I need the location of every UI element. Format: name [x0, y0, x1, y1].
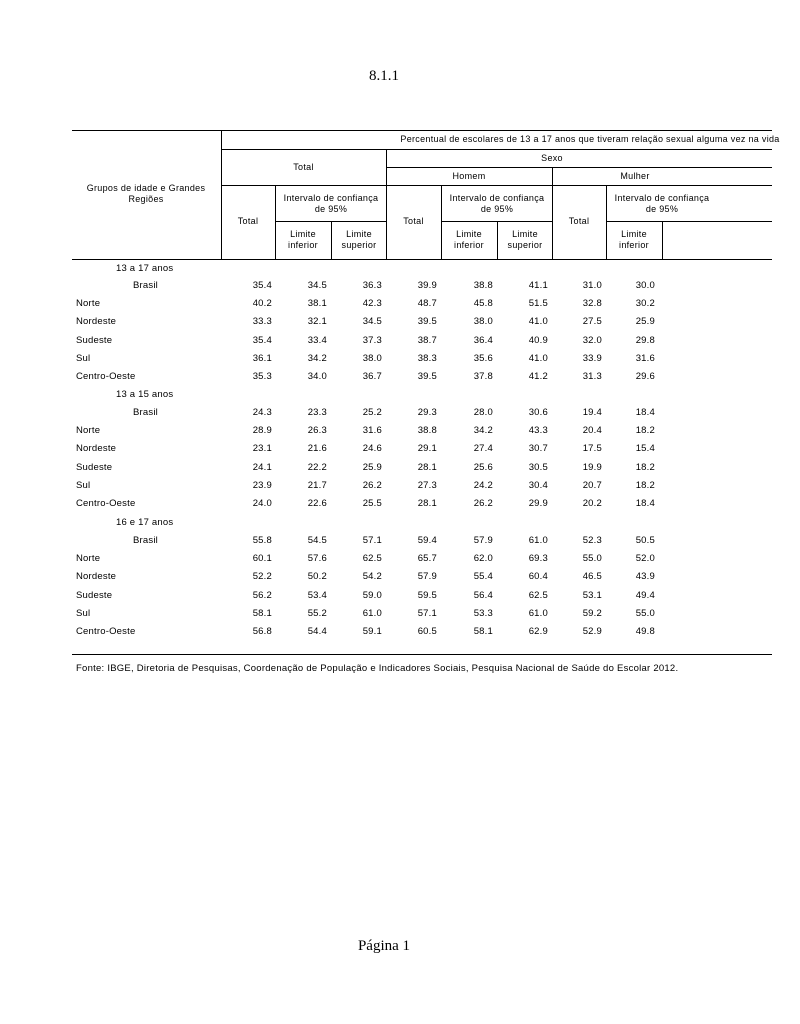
vrule-mulher-ic — [606, 185, 607, 260]
row-label: Brasil — [133, 407, 158, 418]
total-group-header: Total — [293, 162, 314, 172]
row-label: Sudeste — [76, 589, 113, 601]
source-note: Fonte: IBGE, Diretoria de Pesquisas, Coordenação de População e Indicadores Sociais, Pesquisa Nacional de Saúde do Escolar 2012. — [76, 663, 679, 674]
table-cell: 34.2 — [473, 425, 493, 437]
table-cell: 29.3 — [417, 407, 437, 418]
row-label: Norte — [76, 553, 101, 565]
table-cell: 41.2 — [528, 371, 548, 382]
row-label: Nordeste — [76, 316, 117, 328]
table-cell: 34.2 — [307, 352, 327, 364]
row-label: Centro-Oeste — [76, 626, 136, 637]
table-cell: 52.3 — [582, 535, 602, 546]
row-label: Centro-Oeste — [76, 498, 136, 509]
table-cell: 45.8 — [473, 298, 493, 310]
table-cell: 35.4 — [252, 334, 272, 346]
table-cell: 38.3 — [417, 352, 437, 364]
table-cell: 49.4 — [635, 589, 655, 601]
table-cell: 62.0 — [473, 553, 493, 565]
table-cell: 34.5 — [307, 280, 327, 291]
table-cell: 55.2 — [307, 607, 327, 619]
table-cell: 52.9 — [582, 626, 602, 637]
table-cell: 36.3 — [362, 280, 382, 291]
table-cell: 40.2 — [252, 298, 272, 310]
table-cell: 23.9 — [252, 479, 272, 491]
table-cell: 33.3 — [252, 316, 272, 328]
table-cell: 35.3 — [252, 371, 272, 382]
table-cell: 33.4 — [307, 334, 327, 346]
table-cell: 37.8 — [473, 371, 493, 382]
table-cell: 24.0 — [252, 498, 272, 509]
table-cell: 25.6 — [473, 461, 493, 473]
row-label: Norte — [76, 425, 101, 437]
table-cell: 51.5 — [528, 298, 548, 310]
row-label: Sudeste — [76, 461, 113, 473]
mulher-total-col-header: Total — [568, 216, 590, 226]
table-cell: 54.5 — [307, 535, 327, 546]
table-cell: 30.4 — [528, 479, 548, 491]
table-cell: 36.4 — [473, 334, 493, 346]
rule-header-bottom — [72, 259, 772, 260]
table-cell: 55.0 — [635, 607, 655, 619]
ic-header-total: Intervalo de confiança de 95% — [283, 193, 379, 214]
table-cell: 59.0 — [362, 589, 382, 601]
table-cell: 30.5 — [528, 461, 548, 473]
table-cell: 32.8 — [582, 298, 602, 310]
table-cell: 30.0 — [635, 280, 655, 291]
vrule-total-lim — [331, 221, 332, 260]
table-cell: 21.7 — [307, 479, 327, 491]
table-cell: 59.2 — [582, 607, 602, 619]
table-cell: 50.2 — [307, 571, 327, 583]
table-cell: 32.0 — [582, 334, 602, 346]
table-cell: 39.5 — [417, 371, 437, 382]
table-cell: 25.5 — [362, 498, 382, 509]
table-cell: 41.1 — [528, 280, 548, 291]
homem-total-col-header: Total — [403, 216, 424, 226]
lim-inf-mulher: Limite inferior — [619, 229, 649, 250]
table-cell: 53.4 — [307, 589, 327, 601]
table-cell: 57.1 — [362, 535, 382, 546]
group-heading: 16 e 17 anos — [116, 517, 174, 528]
vrule-sexo — [386, 149, 387, 260]
vrule-total-ic — [275, 185, 276, 260]
rule-top — [72, 130, 772, 131]
table-cell: 38.8 — [417, 425, 437, 437]
table-cell: 28.0 — [473, 407, 493, 418]
table-cell: 18.2 — [635, 461, 655, 473]
table-cell: 61.0 — [528, 535, 548, 546]
table-cell: 22.6 — [307, 498, 327, 509]
table-cell: 36.1 — [252, 352, 272, 364]
table-cell: 36.7 — [362, 371, 382, 382]
table-cell: 57.9 — [417, 571, 437, 583]
table-cell: 27.3 — [417, 479, 437, 491]
table-cell: 59.4 — [417, 535, 437, 546]
lim-sup-homem: Limite superior — [507, 229, 543, 250]
table-cell: 61.0 — [362, 607, 382, 619]
table-cell: 38.0 — [362, 352, 382, 364]
table-cell: 57.1 — [417, 607, 437, 619]
table-cell: 59.1 — [362, 626, 382, 637]
lim-sup-total: Limite superior — [341, 229, 377, 250]
table-cell: 24.2 — [473, 479, 493, 491]
table-cell: 54.4 — [307, 626, 327, 637]
vrule-homem-lim — [497, 221, 498, 260]
table-cell: 35.6 — [473, 352, 493, 364]
group-heading: 13 a 15 anos — [116, 389, 174, 400]
table-cell: 15.4 — [635, 443, 655, 455]
table-cell: 33.9 — [582, 352, 602, 364]
table-cell: 37.3 — [362, 334, 382, 346]
sexo-header: Sexo — [541, 153, 563, 163]
table-cell: 35.4 — [252, 280, 272, 291]
table-cell: 52.0 — [635, 553, 655, 565]
table-cell: 43.3 — [528, 425, 548, 437]
table-cell: 38.7 — [417, 334, 437, 346]
row-label: Sudeste — [76, 334, 113, 346]
table-cell: 29.6 — [635, 371, 655, 382]
table-cell: 19.4 — [582, 407, 602, 418]
table-cell: 29.9 — [528, 498, 548, 509]
table-cell: 62.5 — [362, 553, 382, 565]
table-cell: 48.7 — [417, 298, 437, 310]
table-cell: 57.9 — [473, 535, 493, 546]
table-cell: 38.1 — [307, 298, 327, 310]
table-cell: 58.1 — [252, 607, 272, 619]
table-cell: 29.8 — [635, 334, 655, 346]
table-cell: 62.9 — [528, 626, 548, 637]
ic-header-homem: Intervalo de confiança de 95% — [449, 193, 545, 214]
table-cell: 27.4 — [473, 443, 493, 455]
table-cell: 60.5 — [417, 626, 437, 637]
stub-header: Grupos de idade e Grandes Regiões — [86, 183, 206, 204]
table-cell: 21.6 — [307, 443, 327, 455]
table-cell: 28.9 — [252, 425, 272, 437]
table-cell: 17.5 — [582, 443, 602, 455]
table-cell: 42.3 — [362, 298, 382, 310]
table-cell: 24.6 — [362, 443, 382, 455]
table-cell: 65.7 — [417, 553, 437, 565]
table-cell: 32.1 — [307, 316, 327, 328]
table-cell: 39.9 — [417, 280, 437, 291]
row-label: Sul — [76, 352, 91, 364]
row-label: Sul — [76, 479, 91, 491]
table-cell: 31.0 — [582, 280, 602, 291]
table-cell: 25.9 — [635, 316, 655, 328]
table-cell: 26.2 — [473, 498, 493, 509]
table-cell: 28.1 — [417, 498, 437, 509]
table-cell: 55.4 — [473, 571, 493, 583]
table-cell: 49.8 — [635, 626, 655, 637]
vrule-stub — [221, 130, 222, 260]
top-header: Percentual de escolares de 13 a 17 anos que tiveram relação sexual alguma vez na vida — [400, 134, 780, 144]
table-cell: 55.0 — [582, 553, 602, 565]
page-header: 8.1.1 — [369, 68, 399, 84]
table-cell: 25.2 — [362, 407, 382, 418]
table-cell: 56.2 — [252, 589, 272, 601]
page-footer: Página 1 — [357, 938, 411, 954]
table-cell: 30.6 — [528, 407, 548, 418]
table-cell: 31.6 — [362, 425, 382, 437]
rule-under-groups — [221, 185, 772, 186]
table-cell: 46.5 — [582, 571, 602, 583]
group-heading: 13 a 17 anos — [116, 263, 174, 274]
table-cell: 20.7 — [582, 479, 602, 491]
table-cell: 24.3 — [252, 407, 272, 418]
table-cell: 38.0 — [473, 316, 493, 328]
table-cell: 43.9 — [635, 571, 655, 583]
table-cell: 61.0 — [528, 607, 548, 619]
table-cell: 23.1 — [252, 443, 272, 455]
table-cell: 34.0 — [307, 371, 327, 382]
homem-header: Homem — [452, 171, 486, 181]
table-cell: 60.4 — [528, 571, 548, 583]
table-cell: 30.7 — [528, 443, 548, 455]
table-cell: 39.5 — [417, 316, 437, 328]
table-cell: 38.8 — [473, 280, 493, 291]
table-cell: 50.5 — [635, 535, 655, 546]
table-cell: 20.2 — [582, 498, 602, 509]
table-cell: 25.9 — [362, 461, 382, 473]
table-cell: 53.3 — [473, 607, 493, 619]
vrule-homem-ic — [441, 185, 442, 260]
table-cell: 31.6 — [635, 352, 655, 364]
row-label: Nordeste — [76, 443, 117, 455]
table-cell: 34.5 — [362, 316, 382, 328]
lim-inf-homem: Limite inferior — [454, 229, 484, 250]
table-cell: 56.4 — [473, 589, 493, 601]
table-cell: 26.3 — [307, 425, 327, 437]
row-label: Brasil — [133, 280, 158, 291]
table-cell: 24.1 — [252, 461, 272, 473]
table-cell: 26.2 — [362, 479, 382, 491]
mulher-header: Mulher — [620, 171, 650, 181]
table-cell: 69.3 — [528, 553, 548, 565]
table-cell: 55.8 — [252, 535, 272, 546]
table-cell: 41.0 — [528, 352, 548, 364]
table-cell: 53.1 — [582, 589, 602, 601]
table-cell: 30.2 — [635, 298, 655, 310]
table-cell: 28.1 — [417, 461, 437, 473]
table-cell: 22.2 — [307, 461, 327, 473]
table-cell: 29.1 — [417, 443, 437, 455]
table-cell: 58.1 — [473, 626, 493, 637]
table-cell: 56.8 — [252, 626, 272, 637]
table-cell: 60.1 — [252, 553, 272, 565]
table-cell: 54.2 — [362, 571, 382, 583]
table-cell: 40.9 — [528, 334, 548, 346]
row-label: Centro-Oeste — [76, 371, 136, 382]
rule-ic-mulher — [606, 221, 772, 222]
row-label: Norte — [76, 298, 101, 310]
row-label: Brasil — [133, 535, 158, 546]
table-cell: 41.0 — [528, 316, 548, 328]
table-cell: 18.2 — [635, 425, 655, 437]
table-cell: 19.9 — [582, 461, 602, 473]
row-label: Sul — [76, 607, 91, 619]
table-cell: 62.5 — [528, 589, 548, 601]
table-cell: 59.5 — [417, 589, 437, 601]
table-cell: 31.3 — [582, 371, 602, 382]
rule-bottom — [72, 654, 772, 655]
table-cell: 18.2 — [635, 479, 655, 491]
rule-under-sexo — [386, 167, 772, 168]
rule-under-top-header — [221, 149, 772, 150]
table-cell: 23.3 — [307, 407, 327, 418]
ic-header-mulher: Intervalo de confiança de 95% — [614, 193, 710, 214]
table-cell: 20.4 — [582, 425, 602, 437]
total-col-header: Total — [237, 216, 259, 226]
table-cell: 27.5 — [582, 316, 602, 328]
table-cell: 18.4 — [635, 498, 655, 509]
table-cell: 18.4 — [635, 407, 655, 418]
lim-inf-total: Limite inferior — [288, 229, 318, 250]
table-cell: 57.6 — [307, 553, 327, 565]
vrule-mulher-lim — [662, 221, 663, 260]
row-label: Nordeste — [76, 571, 117, 583]
table-cell: 52.2 — [252, 571, 272, 583]
